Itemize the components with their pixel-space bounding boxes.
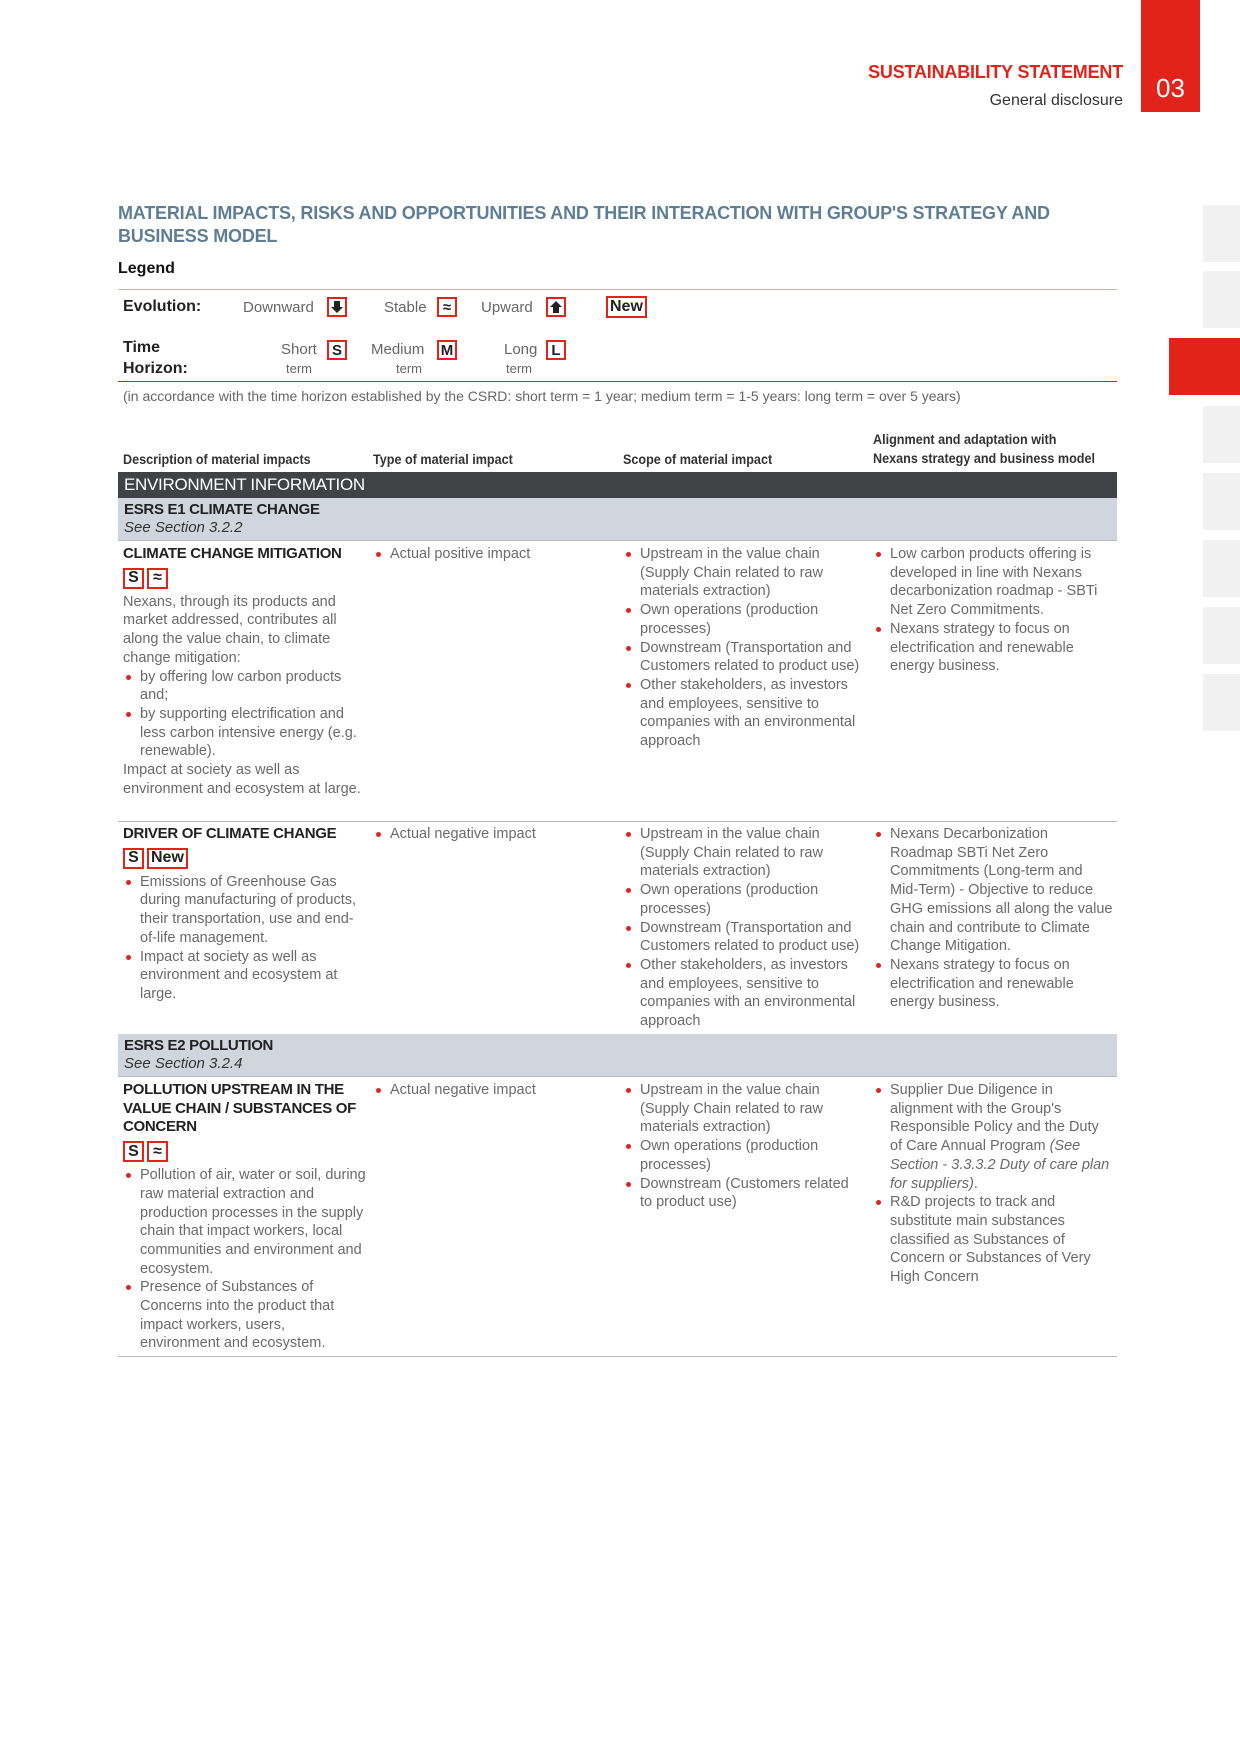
- row-divider: [118, 1076, 1117, 1077]
- table-row-2-type: [373, 825, 613, 844]
- list-item: [873, 1081, 1113, 1193]
- upward-label: Upward: [481, 299, 533, 316]
- list-item: Actual positive impact: [373, 545, 613, 564]
- col-header-alignment-line-1: Alignment and adaptation with: [873, 431, 1057, 447]
- chapter-number: 03: [1156, 73, 1185, 103]
- list-item: Pollution of air, water or soil, during raw material extraction and production processes in the supply chain that impact workers, local communities and environment and ecosystem.: [123, 1166, 368, 1278]
- impact-title-line-3: CONCERN: [123, 1118, 197, 1136]
- alignment-text: Supplier Due Diligence in alignment with the Group's Responsible Policy and the Duty of Care Annual Program: [890, 1082, 1099, 1155]
- group-title: ESRS E2 POLLUTION: [124, 1037, 274, 1054]
- table-row-1-alignment: [873, 545, 1113, 676]
- col-header-alignment-line-2: Nexans strategy and business model: [873, 450, 1095, 466]
- list-item: Upstream in the value chain (Supply Chain related to raw materials extraction): [623, 545, 863, 601]
- table-row-1-scope: [623, 545, 863, 751]
- group-reference: See Section 3.2.2: [124, 519, 243, 536]
- arrow-up-icon: [546, 297, 566, 317]
- list-item: Low carbon products offering is developed in line with Nexans decarbonization roadmap - SBTi Net Zero Commitments.: [873, 545, 1113, 620]
- side-tab-7[interactable]: [1203, 607, 1240, 664]
- side-tab-3-active[interactable]: [1169, 338, 1240, 395]
- list-item: Other stakeholders, as investors and employees, sensitive to companies with an environmental approach: [623, 956, 863, 1031]
- impact-bullets: [123, 1166, 368, 1353]
- short-term-icon: S: [123, 848, 144, 869]
- list-item: Presence of Substances of Concerns into the product that impact workers, users, environment and ecosystem.: [123, 1278, 368, 1353]
- impact-title-line-2: VALUE CHAIN / SUBSTANCES OF: [123, 1099, 357, 1117]
- list-item: Nexans Decarbonization Roadmap SBTi Net Zero Commitments (Long-term and Mid-Term) - Objective to reduce GHG emissions all along the value chain and contribute to Climate Change Mitigation.: [873, 825, 1113, 956]
- impact-bullets: [123, 668, 363, 762]
- new-badge-icon: New: [606, 296, 647, 318]
- side-tab-1[interactable]: [1203, 205, 1240, 262]
- downward-label: Downward: [243, 299, 314, 316]
- list-item: Upstream in the value chain (Supply Chain related to raw materials extraction): [623, 1081, 863, 1137]
- section-bar-environment: ENVIRONMENT INFORMATION: [118, 472, 1117, 498]
- csrd-note: (in accordance with the time horizon established by the CSRD: short term = 1 year; medium term = 1-5 years: long term = over 5 years): [123, 388, 961, 404]
- legend-bottom-rule: [118, 381, 1117, 382]
- side-tab-6[interactable]: [1203, 540, 1240, 597]
- table-row-1-description: [123, 545, 363, 798]
- table-row-2-description: [123, 825, 368, 1004]
- impact-icons: [123, 1141, 368, 1162]
- list-item: R&D projects to track and substitute main substances classified as Substances of Concern or Substances of Very High Concern: [873, 1193, 1113, 1287]
- table-row-1-type: [373, 545, 613, 564]
- short-label: Short: [281, 341, 317, 358]
- col-header-scope: Scope of material impact: [623, 451, 773, 467]
- list-item: by supporting electrification and less carbon intensive energy (e.g. renewable).: [123, 705, 363, 761]
- impact-intro: Nexans, through its products and market addressed, contributes all along the value chain, to climate change mitigation:: [123, 593, 337, 666]
- table-row-2-alignment: [873, 825, 1113, 1012]
- list-item: by offering low carbon products and;: [123, 668, 363, 705]
- side-tab-5[interactable]: [1203, 473, 1240, 530]
- section-title: SUSTAINABILITY STATEMENT: [868, 62, 1123, 82]
- list-item: Downstream (Transportation and Customers related to product use): [623, 919, 863, 956]
- arrow-down-icon: [327, 297, 347, 317]
- short-term-icon: S: [123, 568, 144, 589]
- medium-label: Medium: [371, 341, 425, 358]
- group-reference: See Section 3.2.4: [124, 1055, 243, 1072]
- col-header-description: Description of material impacts: [123, 451, 311, 467]
- stable-icon: ≈: [437, 297, 457, 317]
- list-item: Own operations (production processes): [623, 1137, 863, 1174]
- impact-icons: [123, 568, 363, 589]
- long-label: Long: [504, 341, 538, 358]
- alignment-text-end: .: [973, 1175, 978, 1192]
- impact-title: [123, 1081, 368, 1137]
- legend-top-rule: [118, 289, 1117, 290]
- list-item: Nexans strategy to focus on electrification and renewable energy business.: [873, 620, 1113, 676]
- list-item: Emissions of Greenhouse Gas during manufacturing of products, their transportation, use and end-of-life management.: [123, 873, 368, 948]
- legend-title: Legend: [118, 260, 175, 277]
- impact-bullets: [123, 873, 368, 1004]
- group-title: ESRS E1 CLIMATE CHANGE: [124, 501, 320, 518]
- impact-outro: Impact at society as well as environment and ecosystem at large.: [123, 762, 361, 797]
- impact-title: CLIMATE CHANGE MITIGATION: [123, 545, 342, 562]
- table-row-3-alignment: [873, 1081, 1113, 1287]
- list-item: Own operations (production processes): [623, 881, 863, 918]
- evolution-label: Evolution:: [123, 298, 202, 315]
- row-divider: [118, 540, 1117, 541]
- table-row-3-type: [373, 1081, 613, 1100]
- col-header-alignment: [873, 430, 1095, 468]
- chapter-tab[interactable]: [1141, 0, 1200, 112]
- side-tab-2[interactable]: [1203, 271, 1240, 328]
- table-row-3-description: [123, 1081, 368, 1353]
- table-row-2-scope: [623, 825, 863, 1031]
- group-bar-e1: [118, 498, 1117, 540]
- new-badge-icon: New: [147, 848, 188, 869]
- short-term-icon: S: [327, 340, 347, 360]
- medium-term-label: term: [396, 361, 422, 376]
- list-item: Actual negative impact: [373, 825, 613, 844]
- list-item: Own operations (production processes): [623, 601, 863, 638]
- cross-reference: (See Section - 3.3.3.2 Duty of care plan for suppliers): [890, 1138, 1110, 1192]
- row-divider: [118, 821, 1117, 822]
- section-subtitle: General disclosure: [989, 92, 1123, 109]
- table-row-3-scope: [623, 1081, 863, 1212]
- page-title: MATERIAL IMPACTS, RISKS AND OPPORTUNITIES AND THEIR INTERACTION WITH GROUP'S STRATEGY AND BUSINESS MODEL: [118, 203, 1050, 246]
- short-term-label: term: [286, 361, 312, 376]
- col-header-type: Type of material impact: [373, 451, 513, 467]
- list-item: Upstream in the value chain (Supply Chain related to raw materials extraction): [623, 825, 863, 881]
- time-horizon-label-1: Time: [123, 339, 161, 356]
- long-term-icon: L: [546, 340, 566, 360]
- short-term-icon: S: [123, 1141, 144, 1162]
- list-item: Actual negative impact: [373, 1081, 613, 1100]
- impact-icons: [123, 848, 368, 869]
- list-item: Downstream (Customers related to product use): [623, 1175, 863, 1212]
- group-bar-e2: [118, 1034, 1117, 1076]
- stable-icon: ≈: [147, 568, 168, 589]
- list-item: Other stakeholders, as investors and employees, sensitive to companies with an environmental approach: [623, 676, 863, 751]
- stable-icon: ≈: [147, 1141, 168, 1162]
- stable-label: Stable: [384, 299, 427, 316]
- long-term-label: term: [506, 361, 532, 376]
- medium-term-icon: M: [437, 340, 457, 360]
- list-item: Nexans strategy to focus on electrification and renewable energy business.: [873, 956, 1113, 1012]
- time-horizon-label-2: Horizon:: [123, 360, 188, 377]
- list-item: Downstream (Transportation and Customers related to product use): [623, 639, 863, 676]
- table-bottom-rule: [118, 1356, 1117, 1357]
- side-tab-8[interactable]: [1203, 674, 1240, 731]
- impact-title-line-1: POLLUTION UPSTREAM IN THE: [123, 1081, 344, 1098]
- list-item: Impact at society as well as environment and ecosystem at large.: [123, 948, 368, 1004]
- side-tab-4[interactable]: [1203, 406, 1240, 463]
- impact-title: DRIVER OF CLIMATE CHANGE: [123, 825, 337, 842]
